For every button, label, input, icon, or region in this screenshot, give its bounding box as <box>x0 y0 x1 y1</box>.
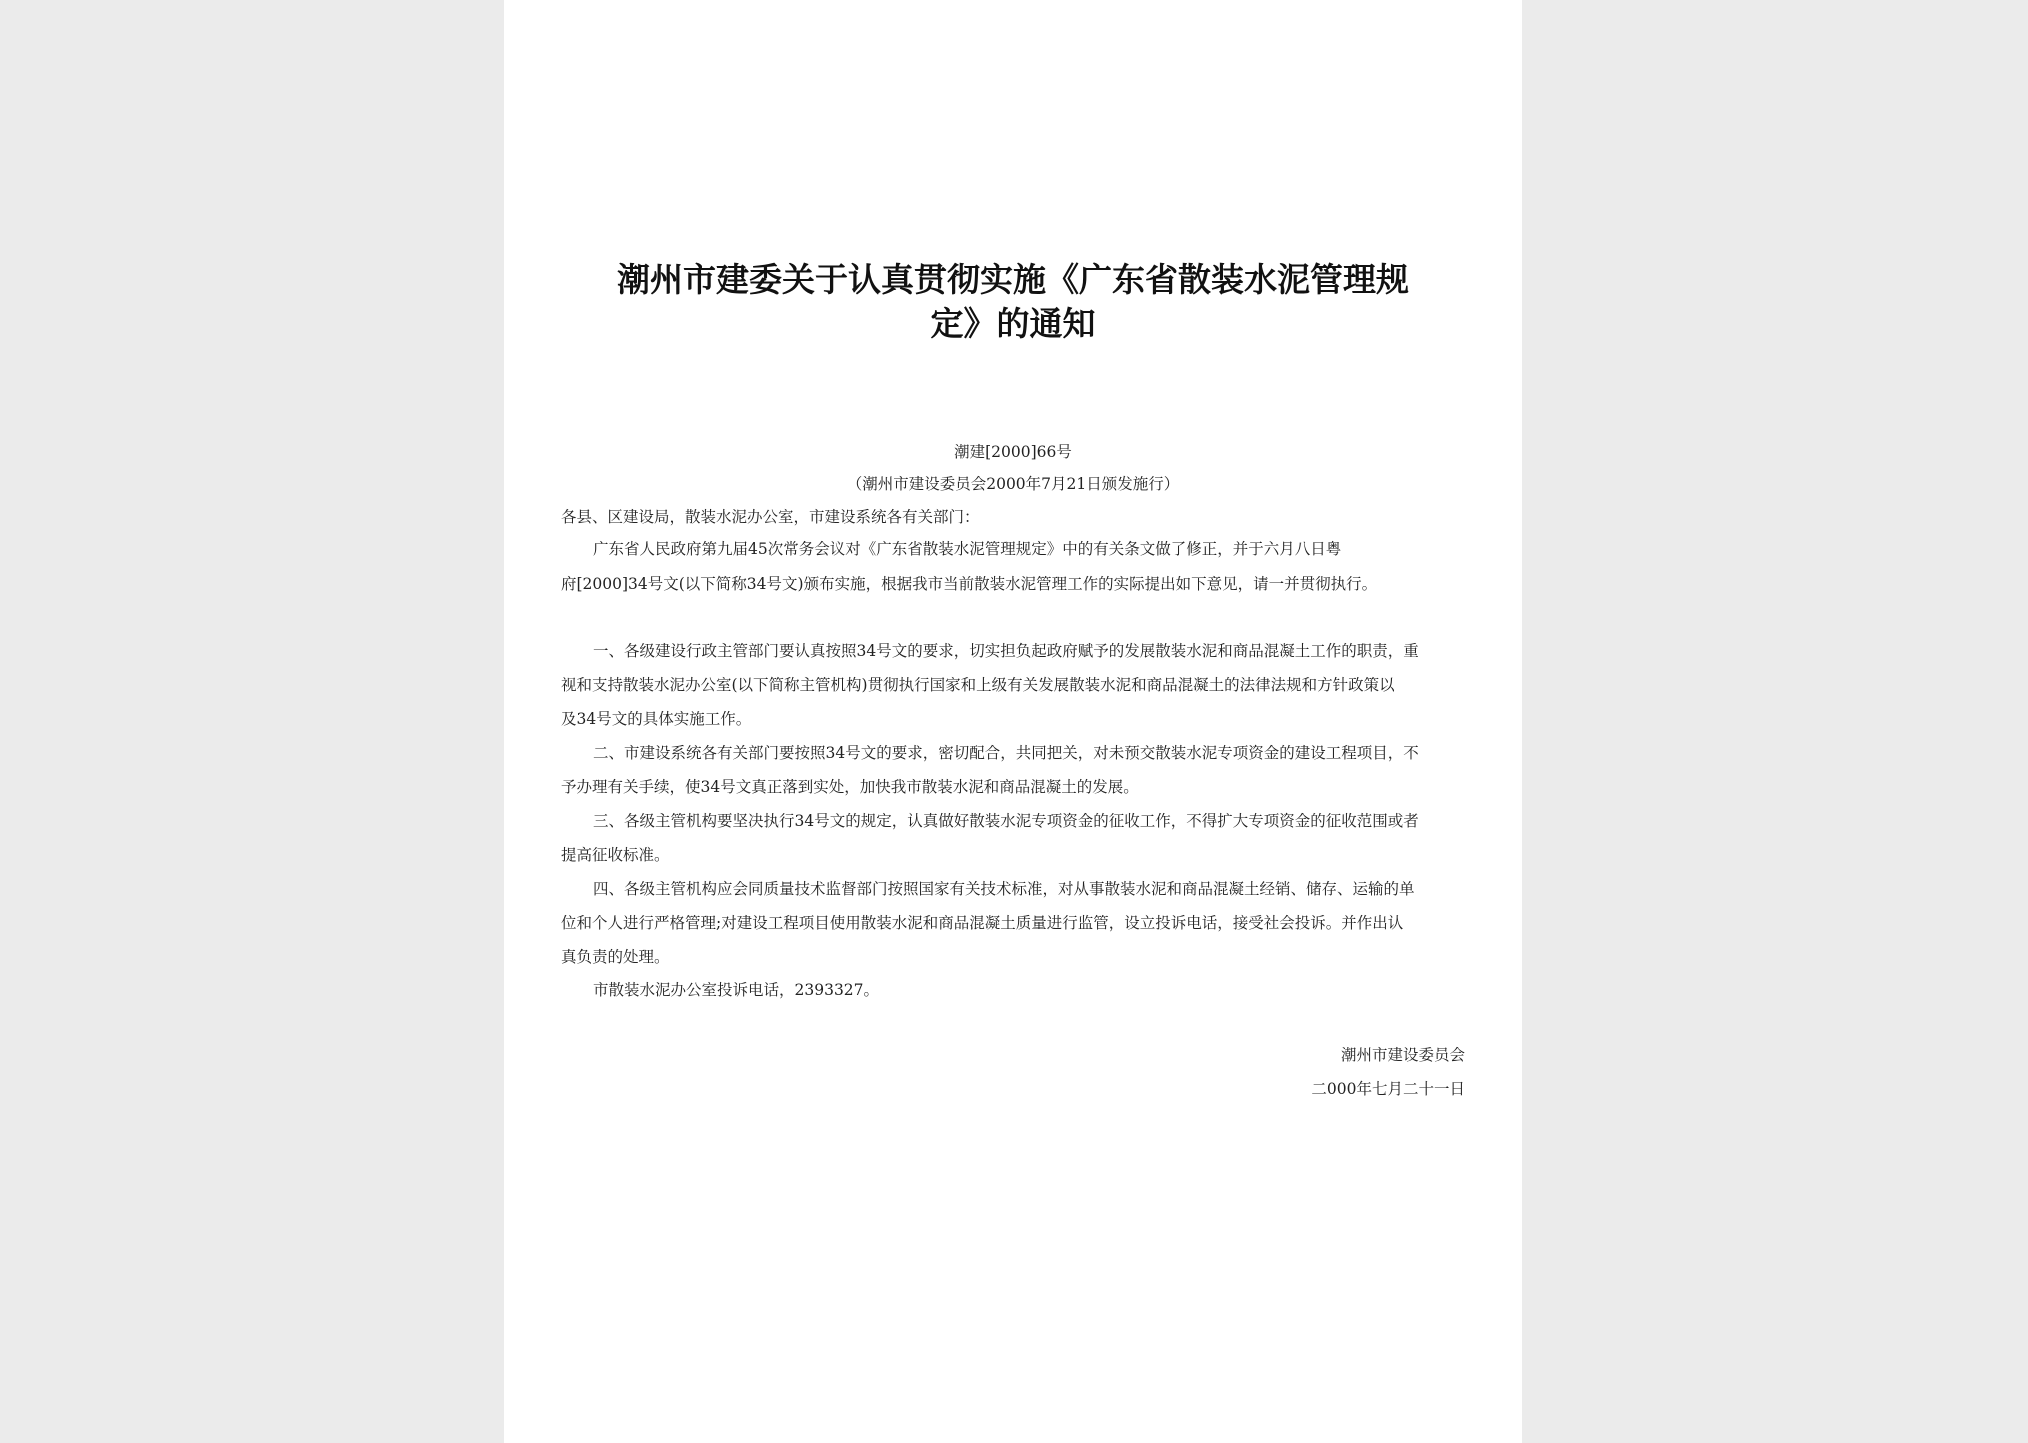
item1-line-2: 视和支持散装水泥办公室(以下简称主管机构)贯彻执行国家和上级有关发展散装水泥和商品混凝土的法律法规和方针政策以 <box>561 676 1395 694</box>
document-number: 潮建[2000]66号 <box>954 443 1072 461</box>
salutation: 各县、区建设局，散装水泥办公室，市建设系统各有关部门： <box>561 508 980 526</box>
item3-line-1: 三、各级主管机构要坚决执行34号文的规定，认真做好散装水泥专项资金的征收工作，不得扩大专项资金的征收范围或者 <box>593 812 1419 830</box>
item2-line-2: 予办理有关手续，使34号文真正落到实处，加快我市散装水泥和商品混凝土的发展。 <box>561 778 1139 796</box>
title-line-1: 潮州市建委关于认真贯彻实施《广东省散装水泥管理规 <box>617 260 1409 299</box>
intro-line-1: 广东省人民政府第九届45次常务会议对《广东省散装水泥管理规定》中的有关条文做了修正，并于六月八日粤 <box>593 540 1342 558</box>
item4-line-2: 位和个人进行严格管理;对建设工程项目使用散装水泥和商品混凝土质量进行监管，设立投诉电话，接受社会投诉。并作出认 <box>561 914 1404 932</box>
document-title <box>560 258 1466 346</box>
title-line-2: 定》的通知 <box>930 304 1096 343</box>
item1-line-3: 及34号文的具体实施工作。 <box>561 710 752 728</box>
item1-line-1: 一、各级建设行政主管部门要认真按照34号文的要求，切实担负起政府赋予的发展散装水泥和商品混凝土工作的职责，重 <box>593 642 1419 660</box>
item2-line-1: 二、市建设系统各有关部门要按照34号文的要求，密切配合，共同把关，对未预交散装水泥专项资金的建设工程项目，不 <box>593 744 1419 762</box>
signature-date: 二000年七月二十一日 <box>1311 1080 1465 1098</box>
item4-line-3: 真负责的处理。 <box>561 948 670 966</box>
item4-line-1: 四、各级主管机构应会同质量技术监督部门按照国家有关技术标准，对从事散装水泥和商品混凝土经销、储存、运输的单 <box>593 880 1415 898</box>
issue-note: （潮州市建设委员会2000年7月21日颁发施行） <box>846 475 1180 493</box>
item3-line-2: 提高征收标准。 <box>561 846 670 864</box>
complaint-hotline: 市散装水泥办公室投诉电话，2393327。 <box>593 981 880 999</box>
intro-line-2: 府[2000]34号文(以下简称34号文)颁布实施，根据我市当前散装水泥管理工作的实际提出如下意见，请一并贯彻执行。 <box>561 575 1378 593</box>
signature-organization: 潮州市建设委员会 <box>1340 1046 1465 1064</box>
